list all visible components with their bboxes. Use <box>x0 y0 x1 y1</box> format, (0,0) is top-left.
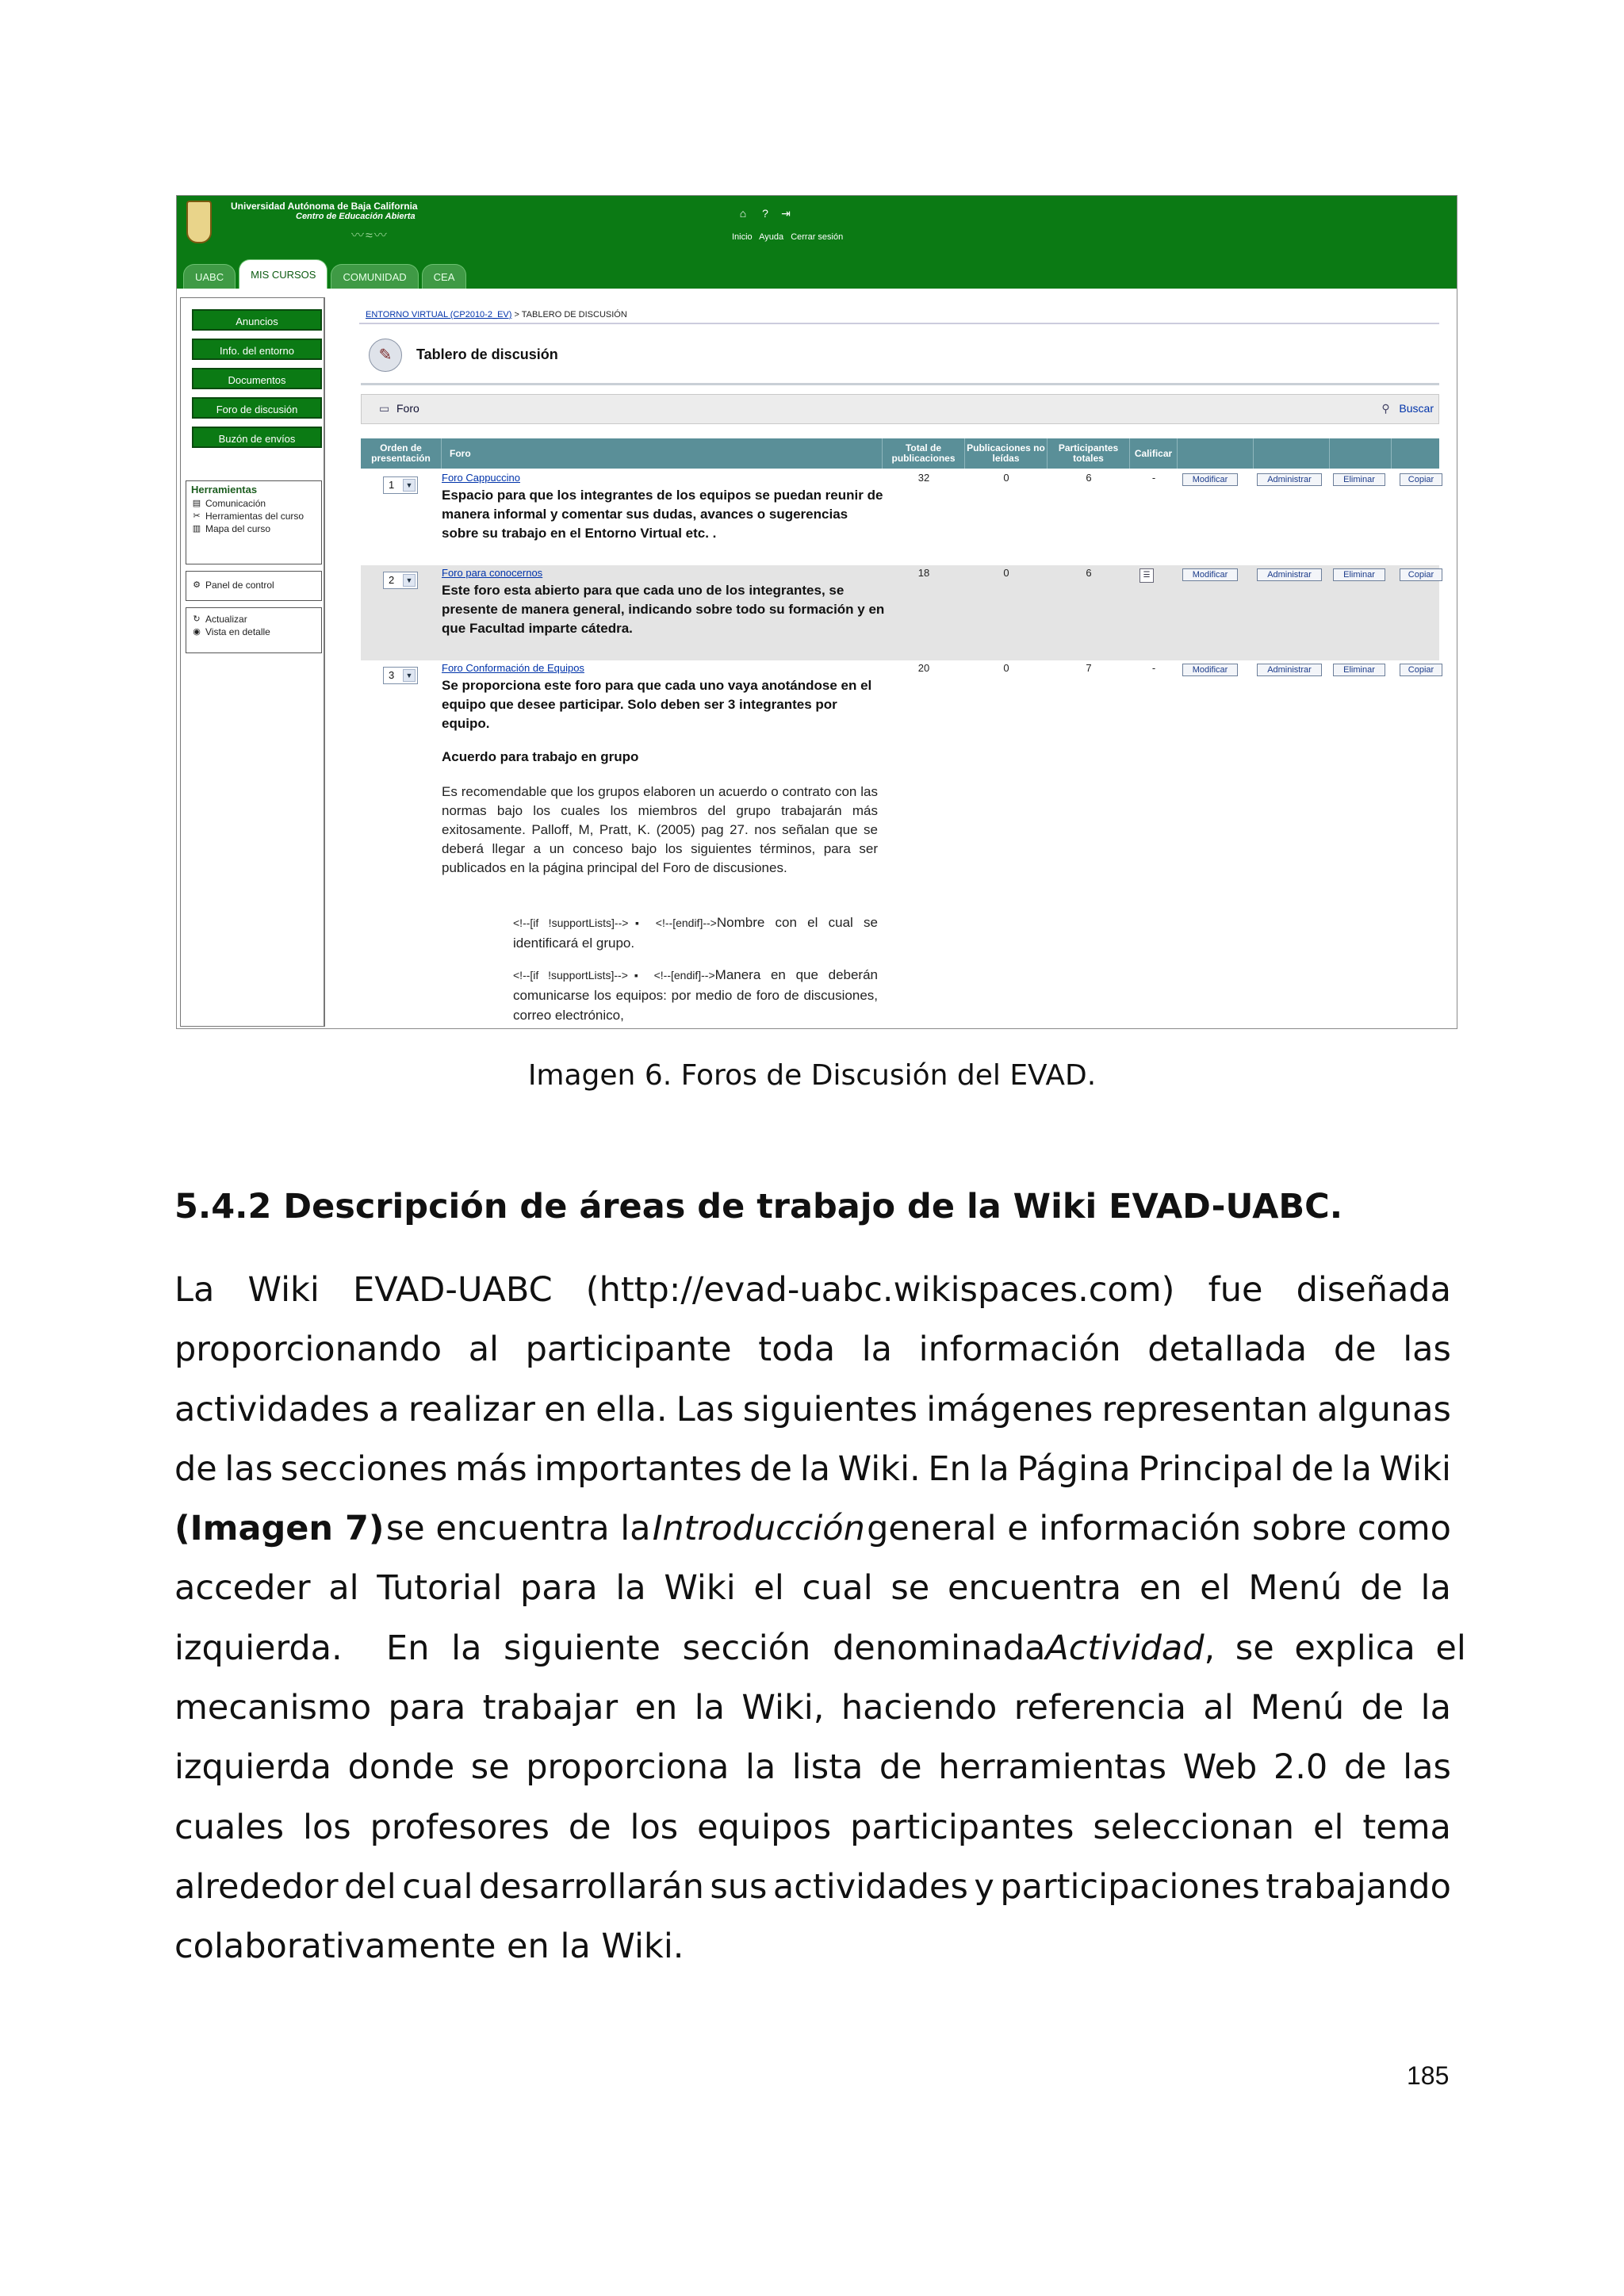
word: de <box>1361 1688 1404 1728</box>
update-box <box>186 607 322 653</box>
logout-link[interactable]: Cerrar sesión <box>791 232 844 242</box>
word: representan <box>1101 1389 1308 1429</box>
update-item[interactable] <box>186 613 321 626</box>
forum-table-header <box>361 438 1439 469</box>
word: en <box>1139 1568 1182 1609</box>
site-banner <box>177 196 1457 289</box>
word: la <box>745 1747 776 1788</box>
word: los <box>630 1807 679 1847</box>
tool-comunicacion[interactable] <box>186 497 321 510</box>
breadcrumb-divider <box>359 323 1439 324</box>
word: proporcionando <box>174 1330 442 1370</box>
main-tabs <box>183 259 466 289</box>
control-panel-box[interactable] <box>186 571 322 601</box>
unread-posts: 0 <box>1003 472 1009 484</box>
word: participantes <box>850 1807 1074 1847</box>
breadcrumb <box>366 310 627 320</box>
word: cual <box>802 1568 873 1609</box>
tool-mapa[interactable] <box>186 522 321 535</box>
word: La <box>174 1270 215 1310</box>
add-forum-label: Foro <box>396 402 419 415</box>
home-icon[interactable]: ⌂ <box>739 207 747 220</box>
forum-toolbar <box>361 394 1439 424</box>
col-forum[interactable]: Foro <box>442 438 883 469</box>
chevron-down-icon: ▼ <box>403 669 416 682</box>
word: realizar <box>408 1389 535 1429</box>
word: la <box>1420 1688 1451 1728</box>
tab-comunidad[interactable]: COMUNIDAD <box>331 264 418 289</box>
order-value: 3 <box>389 669 395 681</box>
word: EVAD-UABC <box>353 1270 553 1310</box>
word: de <box>174 1448 217 1489</box>
paragraph-line <box>174 1678 1451 1738</box>
word: las <box>1403 1330 1451 1370</box>
word: Wiki. <box>837 1448 921 1489</box>
word: en <box>634 1688 678 1728</box>
line-text: izquierda. En la siguiente sección denominada <box>174 1628 1046 1668</box>
word: imágenes <box>926 1389 1094 1429</box>
home-link[interactable]: Inicio <box>732 232 753 242</box>
agreement-text: Es recomendable que los grupos elaboren un acuerdo o contrato con las normas bajo los cuales los miembros del grupo trabajarán más exitosamente. Palloff, M, Pratt, K. (2005) pag 27. nos señalan que se deberá llegar a un conceso bajo los siguientes términos, para ser publicados en la página principal del Foro de discusiones. <box>442 784 878 875</box>
word: Wiki <box>1379 1448 1451 1489</box>
detail-view-icon: ◉ <box>193 627 201 637</box>
forum-link[interactable]: Foro Cappuccino <box>442 472 520 484</box>
word: la <box>799 1448 830 1489</box>
word: seleccionan <box>1093 1807 1295 1847</box>
breadcrumb-current: > TABLERO DE DISCUSIÓN <box>511 310 627 320</box>
word: cual <box>402 1866 473 1907</box>
search-button[interactable] <box>1381 402 1434 415</box>
order-select[interactable] <box>383 572 418 589</box>
word: izquierda <box>174 1747 332 1788</box>
communication-icon: ▤ <box>192 499 201 508</box>
word: actividades <box>174 1389 370 1429</box>
word: el <box>1200 1568 1231 1609</box>
word: de <box>1291 1448 1334 1489</box>
comment-prefix: <!--[if !supportLists]-->▪ <!--[endif]--> <box>513 969 715 982</box>
modify-button[interactable]: Modificar <box>1182 473 1238 486</box>
documentos-button[interactable]: Documentos <box>192 368 322 389</box>
word: En <box>928 1448 971 1489</box>
word: detallada <box>1147 1330 1308 1370</box>
word: Menú <box>1251 1688 1345 1728</box>
add-forum-button[interactable] <box>379 402 419 415</box>
help-icon[interactable]: ? <box>762 207 768 220</box>
col-total[interactable]: Total de publicaciones <box>883 438 965 469</box>
word: trabajar <box>482 1688 619 1728</box>
word: de <box>1360 1568 1403 1609</box>
center-name: Centro de Educación Abierta <box>296 212 416 221</box>
tool-comunicacion-label: Comunicación <box>205 498 266 509</box>
forum-icon: ▭ <box>379 402 390 415</box>
line-text-group <box>1045 1619 1465 1678</box>
word: trabajando <box>1266 1866 1451 1907</box>
total-posts: 18 <box>917 567 930 579</box>
update-label: Actualizar <box>205 614 247 625</box>
participants-count: 6 <box>1086 567 1092 579</box>
lms-screenshot <box>176 195 1457 1029</box>
table-row <box>361 470 1439 565</box>
word: secciones <box>280 1448 448 1489</box>
col-order[interactable]: Orden de presentación <box>361 438 442 469</box>
word: Menú <box>1248 1568 1342 1609</box>
search-icon: ⚲ <box>1381 402 1390 415</box>
word: Tutorial <box>377 1568 503 1609</box>
discussion-board <box>351 302 1454 1025</box>
body-paragraph <box>174 1261 1466 1977</box>
word: la <box>694 1688 725 1728</box>
word: más <box>454 1448 527 1489</box>
word: referencia <box>1013 1688 1186 1728</box>
manage-button[interactable]: Administrar <box>1257 568 1322 581</box>
comment-prefix: <!--[if !supportLists]-->▪ <!--[endif]--> <box>513 916 717 929</box>
line-text: , se explica el <box>1204 1628 1466 1668</box>
word: participaciones <box>1000 1866 1260 1907</box>
participants-count: 6 <box>1086 472 1092 484</box>
word: la <box>1420 1568 1451 1609</box>
word: se <box>470 1747 510 1788</box>
word: de <box>1333 1330 1377 1370</box>
tab-uabc[interactable]: UABC <box>183 264 236 289</box>
word: en <box>544 1389 587 1429</box>
discussion-board-icon: ✎ <box>369 339 402 372</box>
breadcrumb-course-link[interactable]: ENTORNO VIRTUAL (CP2010-2_EV) <box>366 310 512 320</box>
agreement-item <box>513 965 878 1025</box>
word: proporciona <box>526 1747 730 1788</box>
paragraph-line <box>174 1619 1466 1678</box>
word: los <box>303 1807 351 1847</box>
participants-count: 7 <box>1086 662 1092 674</box>
word: importantes <box>534 1448 742 1489</box>
university-seal-icon <box>186 201 212 243</box>
word: las <box>224 1448 274 1489</box>
col-action-3 <box>1330 438 1392 469</box>
modify-button[interactable]: Modificar <box>1182 664 1238 676</box>
delete-button[interactable]: Eliminar <box>1333 473 1385 486</box>
grade-value: - <box>1151 662 1156 674</box>
total-posts: 20 <box>917 662 930 674</box>
page-title: Tablero de discusión <box>416 346 558 362</box>
forum-link[interactable]: Foro para conocernos <box>442 567 543 579</box>
paragraph-line <box>174 1440 1451 1499</box>
tab-cea[interactable]: CEA <box>422 264 467 289</box>
info-entorno-button[interactable]: Info. del entorno <box>192 339 322 360</box>
grade-list-icon[interactable]: ☰ <box>1139 568 1154 583</box>
table-row <box>361 660 1439 1025</box>
grade-value: - <box>1151 472 1156 484</box>
word: Web <box>1182 1747 1258 1788</box>
word: fue <box>1208 1270 1263 1310</box>
top-links <box>732 232 848 242</box>
word: Wiki <box>247 1270 320 1310</box>
agreement-title: Acuerdo para trabajo en grupo <box>442 749 639 764</box>
paragraph-line <box>174 1858 1451 1917</box>
chevron-down-icon: ▼ <box>403 574 416 587</box>
line-text: se encuentra la <box>385 1509 651 1549</box>
order-select[interactable] <box>383 476 418 494</box>
forum-description: Se proporciona este foro para que cada uno vaya anotándose en el equipo que desee participar. Solo deben ser 3 integrantes por equipo. <box>442 678 872 731</box>
unread-posts: 0 <box>1003 662 1009 674</box>
word: la <box>615 1568 646 1609</box>
paragraph-line <box>174 1261 1451 1320</box>
order-value: 2 <box>389 574 395 586</box>
copy-button[interactable]: Copiar <box>1400 473 1442 486</box>
help-link[interactable]: Ayuda <box>759 232 784 242</box>
control-panel-item[interactable] <box>186 579 321 591</box>
control-panel-icon: ⚙ <box>193 580 201 590</box>
word: al <box>1203 1688 1234 1728</box>
agreement-item-text: Nombre con el cual se identificará el grupo. <box>513 915 879 951</box>
word: para <box>388 1688 466 1728</box>
university-name: Universidad Autónoma de Baja California <box>231 201 418 212</box>
word: actividades <box>772 1866 968 1907</box>
figure-caption: Imagen 6. Foros de Discusión del EVAD. <box>527 1059 1097 1092</box>
refresh-icon: ↻ <box>193 614 201 624</box>
total-posts: 32 <box>917 472 930 484</box>
word: herramientas <box>938 1747 1167 1788</box>
manage-button[interactable]: Administrar <box>1257 664 1322 676</box>
forum-description: Espacio para que los integrantes de los equipos se puedan reunir de manera informal y comentar sus dudas, avances o sugerencias sobre su trabajo en el Entorno Virtual etc. . <box>442 488 883 541</box>
word: información <box>918 1330 1121 1370</box>
tools-box <box>186 480 322 564</box>
word: de <box>568 1807 611 1847</box>
word: del <box>344 1866 396 1907</box>
word: la <box>979 1448 1009 1489</box>
forum-description: Este foro esta abierto para que cada uno de los integrantes, se presente de manera general, indicando sobre todo su formación y en que Facultad imparte cátedra. <box>442 583 885 636</box>
word: (http://evad-uabc.wikispaces.com) <box>585 1270 1175 1310</box>
word: el <box>1312 1807 1344 1847</box>
line-text: general e información sobre como <box>867 1509 1451 1549</box>
word: diseñada <box>1296 1270 1451 1310</box>
unread-posts: 0 <box>1003 567 1009 579</box>
word: desarrollarán <box>478 1866 704 1907</box>
word: lista <box>791 1747 864 1788</box>
cea-logo-icon: 〰≈〰 <box>351 229 389 243</box>
word: 2.0 <box>1273 1747 1328 1788</box>
title-divider <box>361 383 1439 385</box>
control-panel-label: Panel de control <box>205 580 274 591</box>
word: profesores <box>370 1807 550 1847</box>
tools-header: Herramientas <box>191 484 258 496</box>
word: tema <box>1362 1807 1451 1847</box>
word: las <box>1403 1747 1451 1788</box>
word: Principal <box>1138 1448 1284 1489</box>
paragraph-line <box>174 1738 1451 1797</box>
delete-button[interactable]: Eliminar <box>1333 568 1385 581</box>
manage-button[interactable]: Administrar <box>1257 473 1322 486</box>
figure-reference: (Imagen 7) <box>174 1509 385 1549</box>
delete-button[interactable]: Eliminar <box>1333 664 1385 676</box>
agreement-item-text: Manera en que deberán comunicarse los equipos: por medio de foro de discusiones, correo electrónico, <box>513 967 879 1023</box>
emphasis-text: Introducción <box>652 1509 865 1549</box>
word: cuales <box>174 1807 285 1847</box>
table-row <box>361 565 1439 660</box>
word: la <box>861 1330 893 1370</box>
word: el <box>753 1568 784 1609</box>
col-participants[interactable]: Participantes totales <box>1048 438 1130 469</box>
word: sus <box>710 1866 768 1907</box>
word: haciendo <box>841 1688 998 1728</box>
word: donde <box>347 1747 455 1788</box>
order-select[interactable] <box>383 667 418 684</box>
word: alrededor <box>174 1866 339 1907</box>
map-icon: ▥ <box>192 524 201 534</box>
paragraph-line <box>174 1499 1451 1559</box>
tool-herramientas-label: Herramientas del curso <box>205 511 304 522</box>
word: y <box>974 1866 994 1907</box>
copy-button[interactable]: Copiar <box>1400 568 1442 581</box>
col-grade[interactable]: Calificar <box>1130 438 1178 469</box>
word: Wiki <box>664 1568 736 1609</box>
word: acceder <box>174 1568 311 1609</box>
section-heading: 5.4.2 Descripción de áreas de trabajo de la Wiki EVAD-UABC. <box>174 1187 1343 1226</box>
anuncios-button[interactable]: Anuncios <box>192 309 322 331</box>
word: Las <box>676 1389 734 1429</box>
col-action-1 <box>1178 438 1254 469</box>
page-number: 185 <box>1407 2061 1450 2090</box>
tool-herramientas[interactable] <box>186 510 321 522</box>
word: al <box>468 1330 499 1370</box>
copy-button[interactable]: Copiar <box>1400 664 1442 676</box>
word: Wiki, <box>741 1688 825 1728</box>
word: ella. <box>596 1389 668 1429</box>
word: a <box>378 1389 400 1429</box>
word: encuentra <box>947 1568 1122 1609</box>
paragraph-line: colaborativamente en la Wiki. <box>174 1927 684 1967</box>
foro-discusion-button[interactable]: Foro de discusión <box>192 397 322 419</box>
forum-link[interactable]: Foro Conformación de Equipos <box>442 662 584 674</box>
word: siguientes <box>742 1389 917 1429</box>
paragraph-line <box>174 1380 1451 1440</box>
paragraph-line <box>174 1320 1451 1380</box>
word: Página <box>1017 1448 1131 1489</box>
col-action-2 <box>1254 438 1330 469</box>
tool-mapa-label: Mapa del curso <box>205 523 271 534</box>
emphasis-text: Actividad <box>1045 1628 1205 1668</box>
search-label: Buscar <box>1399 402 1434 415</box>
col-action-4 <box>1392 438 1439 469</box>
word: de <box>1343 1747 1387 1788</box>
word: de <box>749 1448 793 1489</box>
chevron-down-icon: ▼ <box>403 479 416 492</box>
col-unread[interactable]: Publicaciones no leídas <box>965 438 1048 469</box>
word: equipos <box>697 1807 832 1847</box>
tools-icon: ✂ <box>193 511 201 521</box>
tab-mis-cursos[interactable]: MIS CURSOS <box>239 259 327 289</box>
paragraph-line <box>174 1798 1451 1858</box>
word: algunas <box>1317 1389 1451 1429</box>
word: toda <box>758 1330 836 1370</box>
word: mecanismo <box>174 1688 372 1728</box>
detail-view-label: Vista en detalle <box>205 626 270 637</box>
order-value: 1 <box>389 479 395 491</box>
agreement-item <box>513 913 878 953</box>
word: participante <box>525 1330 732 1370</box>
word: al <box>328 1568 359 1609</box>
modify-button[interactable]: Modificar <box>1182 568 1238 581</box>
logout-icon[interactable]: ⇥ <box>781 207 791 220</box>
word: para <box>519 1568 598 1609</box>
paragraph-line <box>174 1559 1451 1618</box>
word: de <box>879 1747 922 1788</box>
buzon-envios-button[interactable]: Buzón de envíos <box>192 427 322 448</box>
word: la <box>1341 1448 1372 1489</box>
course-sidebar <box>180 297 325 1027</box>
word: se <box>891 1568 930 1609</box>
detail-view-item[interactable] <box>186 626 321 638</box>
